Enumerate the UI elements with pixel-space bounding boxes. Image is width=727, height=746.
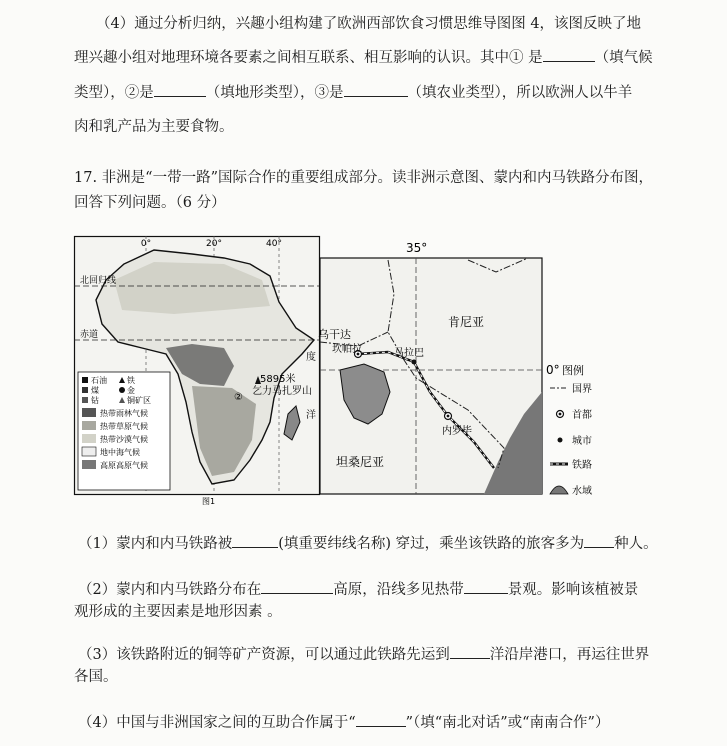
q16-line2: 理兴趣小组对地理环境各要素之间相互联系、相互影响的认识。其中① 是 （填气候 — [74, 47, 653, 68]
svg-text:金: 金 — [127, 386, 135, 395]
q17-intro-line1: 17. 非洲是“一带一路”国际合作的重要组成部分。读非洲示意图、蒙内和内马铁路分布图， — [74, 170, 653, 186]
ocean-label-1: 度 — [306, 352, 316, 363]
svg-text:铁路: 铁路 — [572, 460, 592, 471]
q17-sub2-line1: （2）蒙内和内马铁路分布在 高原，沿线多见热带 景观。影响该植被景 — [78, 579, 638, 600]
answer-blank-8[interactable] — [450, 644, 490, 659]
uganda-label: 乌干达 — [318, 328, 351, 341]
city-legend-icon — [558, 438, 563, 443]
railway-map-figure — [318, 242, 618, 500]
answer-blank-7[interactable] — [464, 579, 508, 594]
svg-text:国界: 国界 — [572, 384, 592, 395]
answer-blank-4[interactable] — [232, 533, 278, 548]
tanzania-label: 坦桑尼亚 — [336, 455, 385, 469]
peak-height: 5895米 — [260, 374, 296, 385]
svg-text:首都: 首都 — [572, 410, 592, 421]
q17-sub4: （4）中国与非洲国家之间的互助合作属于“ ”（填“南北对话”或“南南合作”） — [78, 712, 609, 733]
malaba-label: 马拉巴 — [394, 348, 424, 359]
figure-1-caption: 图1 — [202, 497, 216, 506]
svg-text:热带沙漠气候: 热带沙漠气候 — [100, 435, 148, 444]
ocean-label-2: 洋 — [306, 410, 316, 421]
tropic-label: 北回归线 — [80, 276, 117, 286]
svg-text:铁: 铁 — [127, 376, 135, 385]
svg-text:热带草原气候: 热带草原气候 — [100, 422, 148, 431]
answer-blank-9[interactable] — [356, 712, 406, 727]
region-number-2: ② — [234, 392, 243, 403]
svg-text:高原高原气候: 高原高原气候 — [100, 461, 148, 470]
q16-line3: 类型），②是 （填地形类型），③是 （填农业类型），所以欧洲人以牛羊 — [74, 82, 632, 103]
q16-line1: （4）通过分析归纳，兴趣小组构建了欧洲西部饮食习惯思维导图图 4，该图反映了地 — [96, 16, 642, 32]
kampala-label: 坎帕拉 — [332, 344, 362, 355]
svg-text:石油: 石油 — [91, 376, 107, 385]
peak-name: 乞力马扎罗山 — [252, 386, 312, 397]
q17-sub3-line1: （3）该铁路附近的铜等矿产资源，可以通过此铁路先运到 洋沿岸港口，再运往世界 — [78, 644, 649, 665]
africa-map-figure — [74, 236, 320, 506]
q17-sub3-line2: 各国。 — [74, 669, 118, 685]
q17-sub1: （1）蒙内和内马铁路被 (填重要纬线名称) 穿过，乘坐该铁路的旅客多为 种人。 — [78, 533, 658, 554]
lon-20-label: 20° — [206, 239, 222, 249]
q16-line4: 肉和乳产品为主要食物。 — [74, 119, 234, 135]
svg-text:铜矿区: 铜矿区 — [127, 396, 151, 405]
lon-40-label: 40° — [266, 239, 282, 249]
answer-blank-2[interactable] — [154, 82, 206, 97]
svg-text:地中海气候: 地中海气候 — [100, 448, 140, 457]
svg-text:煤: 煤 — [91, 386, 99, 395]
answer-blank-6[interactable] — [261, 579, 333, 594]
svg-text:热带雨林气候: 热带雨林气候 — [100, 409, 148, 418]
q17-intro-line2: 回答下列问题。（6 分） — [74, 195, 226, 211]
answer-blank-5[interactable] — [584, 533, 614, 548]
nairobi-label: 内罗毕 — [442, 426, 472, 437]
svg-text:钻: 钻 — [91, 396, 99, 405]
answer-blank-3[interactable] — [344, 82, 408, 97]
equator-label: 赤道 — [80, 330, 99, 340]
q17-sub2-line2: 观形成的主要因素是地形因素 。 — [74, 604, 282, 620]
water-legend-icon — [550, 486, 568, 494]
lon-35-label: 35° — [406, 241, 428, 255]
svg-text:城市: 城市 — [572, 436, 592, 447]
svg-text:水域: 水域 — [572, 486, 592, 497]
answer-blank-1[interactable] — [543, 47, 595, 62]
lat-0-label: 0° — [546, 363, 560, 377]
kenya-label: 肯尼亚 — [448, 315, 485, 329]
malaba-city-icon — [412, 360, 417, 365]
lon-0-label: 0° — [140, 239, 152, 249]
legend-title: 图例 — [562, 364, 584, 377]
